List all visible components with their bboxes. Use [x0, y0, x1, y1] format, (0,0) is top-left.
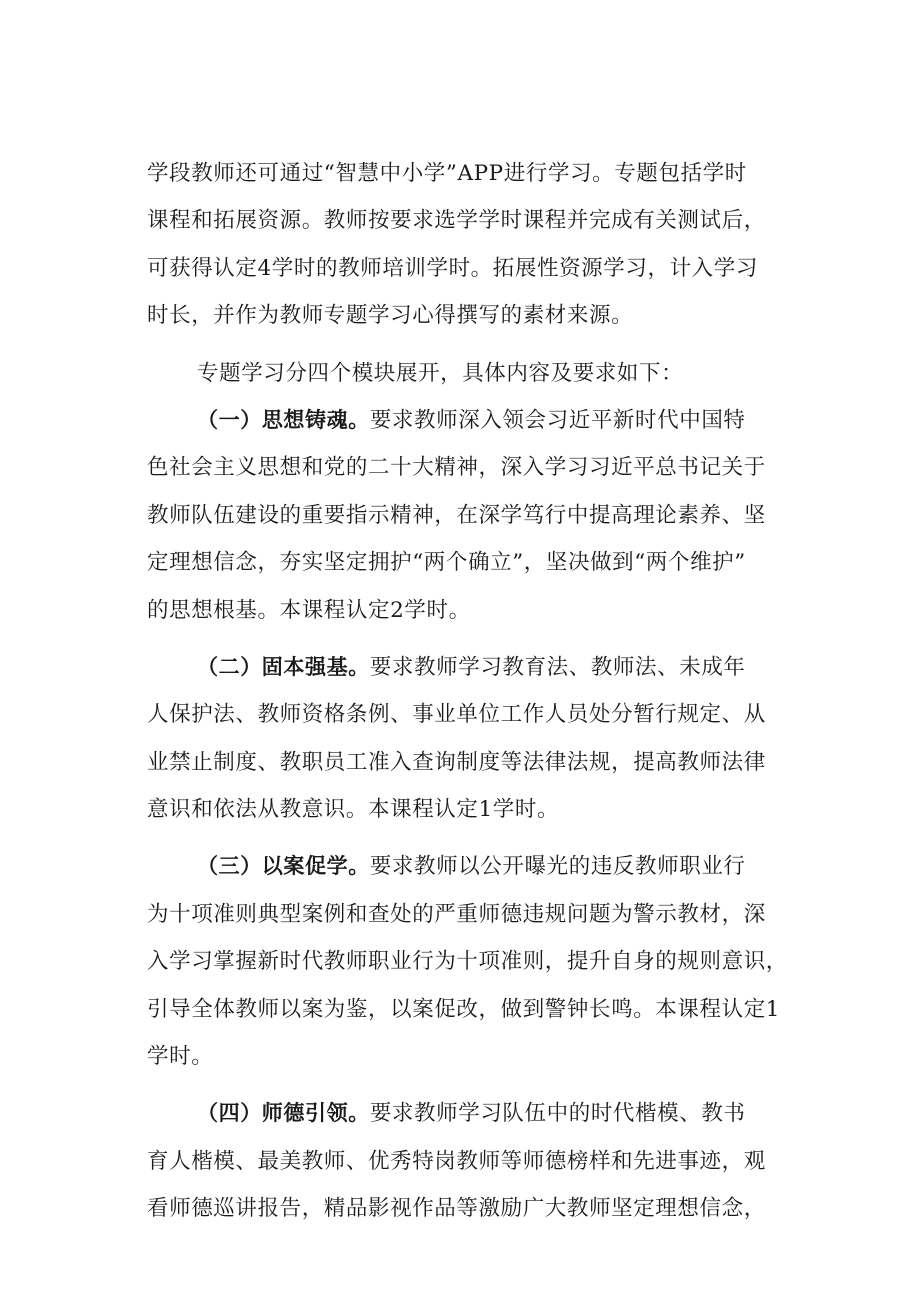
paragraph-line: 看师德巡讲报告，精品影视作品等激励广大教师坚定理想信念，	[147, 1196, 766, 1222]
paragraph-line: 的思想根基。本课程认定2学时。	[147, 597, 471, 623]
paragraph-gap	[147, 634, 807, 644]
module-heading: （二）固本强基。	[197, 654, 370, 679]
paragraph-line: 教师队伍建设的重要指示精神，在深学笃行中提高理论素养、坚	[147, 502, 766, 528]
module-first-line	[147, 644, 807, 691]
paragraph-line: 入学习掌握新时代教师职业行为十项准则，提升自身的规则意识，	[147, 949, 788, 975]
paragraph-line: 育人楷模、最美教师、优秀特岗教师等师德榜样和先进事迹，观	[147, 1148, 766, 1174]
paragraph-line: 意识和依法从教意识。本课程认定1学时。	[147, 797, 560, 823]
paragraph-line: 可获得认定4学时的教师培训学时。拓展性资源学习，计入学习	[147, 255, 758, 281]
module-1	[147, 397, 807, 634]
intro-paragraph	[147, 150, 807, 340]
paragraph-line: 学时。	[147, 1044, 214, 1070]
module-first-line	[147, 1090, 807, 1137]
paragraph-line: 定理想信念，夯实坚定拥护“两个确立”，坚决做到“两个维护”	[147, 550, 746, 576]
module-text: 要求教师深入领会习近平新时代中国特	[369, 407, 746, 433]
module-text: 要求教师学习教育法、教师法、未成年	[369, 654, 746, 680]
overview-paragraph: 专题学习分四个模块展开，具体内容及要求如下：	[197, 360, 684, 386]
paragraph-line: 课程和拓展资源。教师按要求选学学时课程并完成有关测试后，	[147, 208, 766, 234]
module-3	[147, 843, 807, 1080]
paragraph-line: 人保护法、教师资格条例、事业单位工作人员处分暂行规定、从	[147, 702, 766, 728]
paragraph-gap	[147, 340, 807, 350]
paragraph-gap	[147, 833, 807, 843]
paragraph-line: 色社会主义思想和党的二十大精神，深入学习习近平总书记关于	[147, 455, 766, 481]
document-page	[147, 150, 807, 1233]
module-first-line	[147, 397, 807, 444]
module-first-line	[147, 843, 807, 890]
module-text: 要求教师以公开曝光的违反教师职业行	[369, 854, 746, 880]
paragraph-line: 业禁止制度、教职员工准入查询制度等法律法规，提高教师法律	[147, 749, 766, 775]
module-2	[147, 644, 807, 834]
paragraph-line: 为十项准则典型案例和查处的严重师德违规问题为警示教材，深	[147, 901, 766, 927]
module-heading: （三）以案促学。	[197, 854, 370, 879]
module-heading: （四）师德引领。	[197, 1101, 370, 1126]
paragraph-line: 学段教师还可通过“智慧中小学”APP进行学习。专题包括学时	[147, 161, 747, 186]
paragraph-line: 引导全体教师以案为鉴，以案促改，做到警钟长鸣。本课程认定1	[147, 996, 781, 1022]
paragraph-line: 时长，并作为教师专题学习心得撰写的素材来源。	[147, 303, 634, 329]
paragraph-gap	[147, 1080, 807, 1090]
module-text: 要求教师学习队伍中的时代楷模、教书	[369, 1101, 746, 1127]
module-4	[147, 1090, 807, 1232]
module-heading: （一）思想铸魂。	[197, 407, 370, 432]
